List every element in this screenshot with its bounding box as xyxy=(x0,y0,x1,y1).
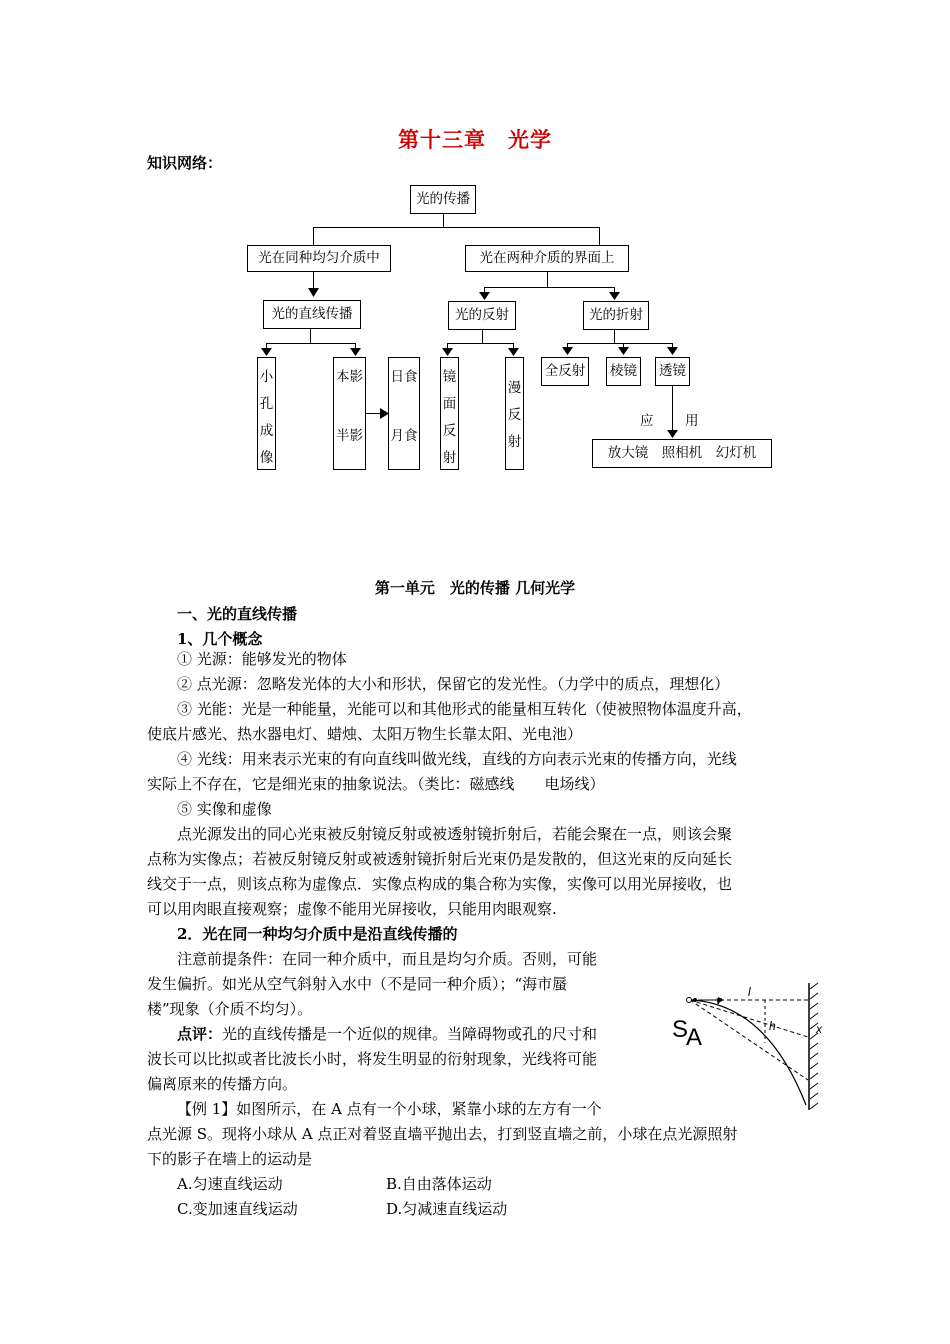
node-diffuse-reflection: 漫 反 射 xyxy=(505,357,524,470)
network-label: 知识网络： xyxy=(147,154,223,172)
projectile-shadow-figure xyxy=(672,975,832,1115)
comment-line-3: 偏离原来的传播方向。 xyxy=(147,1075,298,1093)
option-c: C.变加速直线运动 xyxy=(177,1200,298,1218)
node-eclipses: 日食 月食 xyxy=(388,357,420,470)
node-umbra-penumbra: 本影 半影 xyxy=(333,357,366,470)
concept-light-ray-cont: 实际上不存在，它是细光束的抽象说法。（类比：磁感线 电场线） xyxy=(147,775,605,793)
concept-light-energy-cont: 使底片感光、热水器电灯、蜡烛、太阳万物生长靠太阳、光电池） xyxy=(147,725,583,743)
subsection-heading-1: 1、几个概念 xyxy=(177,630,263,648)
node-interface: 光在两种介质的界面上 xyxy=(465,245,629,272)
label-x: x xyxy=(816,1022,822,1036)
note-line-3: 楼”现象（介质不均匀）。 xyxy=(147,1000,313,1018)
node-total-reflection: 全反射 xyxy=(541,357,589,386)
concept-point-source: ② 点光源：忽略发光体的大小和形状，保留它的发光性。（力学中的质点，理想化） xyxy=(177,675,730,693)
paragraph-image-line-1: 点光源发出的同心光束被反射镜反射或被透射镜折射后，若能会聚在一点，则该会聚 xyxy=(177,825,733,843)
example-line-3: 下的影子在墙上的运动是 xyxy=(147,1150,313,1168)
paragraph-image-line-2: 点称为实像点；若被反射镜反射或被透射镜折射后光束仍是发散的，但这光束的反向延长 xyxy=(147,850,733,868)
concept-light-ray: ④ 光线：用来表示光束的有向直线叫做光线，直线的方向表示光束的传播方向，光线 xyxy=(177,750,737,768)
label-h: h xyxy=(769,1019,776,1033)
node-specular-reflection: 镜 面 反 射 xyxy=(440,357,459,470)
comment-line-1: 点评：光的直线传播是一个近似的规律。当障碍物或孔的尺寸和 xyxy=(177,1025,598,1043)
label-a: A xyxy=(686,1024,703,1051)
node-applications: 放大镜 照相机 幻灯机 xyxy=(592,439,772,468)
concept-real-virtual-image: ⑤ 实像和虚像 xyxy=(177,800,272,818)
node-root: 光的传播 xyxy=(410,185,476,214)
page-title: 第十三章 光学 xyxy=(398,127,552,152)
example-line-2: 点光源 S。现将小球从 A 点正对着竖直墙平抛出去，打到竖直墙之前，小球在点光源照射 xyxy=(147,1125,738,1143)
comment-line-2: 波长可以比拟或者比波长小时，将发生明显的衍射现象，光线将可能 xyxy=(147,1050,598,1068)
arrow-down-icon xyxy=(308,288,319,298)
option-a: A.匀速直线运动 xyxy=(177,1175,283,1193)
concept-light-source: ① 光源：能够发光的物体 xyxy=(177,650,347,668)
comment-label: 点评： xyxy=(177,1025,223,1043)
option-d: D.匀减速直线运动 xyxy=(386,1200,508,1218)
note-line-1: 注意前提条件：在同一种介质中，而且是均匀介质。否则，可能 xyxy=(177,950,598,968)
subsection-heading-2: 2．光在同一种均匀介质中是沿直线传播的 xyxy=(177,925,458,943)
node-straight-propagation: 光的直线传播 xyxy=(263,300,361,329)
unit-title: 第一单元 光的传播 几何光学 xyxy=(374,579,576,597)
apply-label-1: 应 xyxy=(640,413,654,429)
label-s: S xyxy=(672,1016,689,1043)
paragraph-image-line-3: 线交于一点，则该点称为虚像点．实像点构成的集合称为实像，实像可以用光屏接收，也 xyxy=(147,875,733,893)
node-refraction: 光的折射 xyxy=(583,301,649,330)
node-pinhole: 小 孔 成 像 xyxy=(257,357,276,470)
apply-label-2: 用 xyxy=(685,413,699,429)
node-uniform-medium: 光在同种均匀介质中 xyxy=(247,245,391,272)
concept-light-energy: ③ 光能：光是一种能量，光能可以和其他形式的能量相互转化（使被照物体温度升高， xyxy=(177,700,752,718)
example-line-1: 【例 1】如图所示，在 A 点有一个小球，紧靠小球的左方有一个 xyxy=(177,1100,602,1118)
paragraph-image-line-4: 可以用肉眼直接观察；虚像不能用光屏接收，只能用肉眼观察. xyxy=(147,900,557,918)
node-lens: 透镜 xyxy=(655,357,690,386)
option-b: B.自由落体运动 xyxy=(386,1175,492,1193)
label-l: l xyxy=(748,985,751,999)
section-heading: 一、光的直线传播 xyxy=(177,605,298,623)
node-reflection: 光的反射 xyxy=(448,301,516,330)
node-prism: 棱镜 xyxy=(606,357,641,386)
label-v: v xyxy=(716,995,722,1007)
note-line-2: 发生偏折。如光从空气斜射入水中（不是同一种介质）；“海市蜃 xyxy=(147,975,568,993)
